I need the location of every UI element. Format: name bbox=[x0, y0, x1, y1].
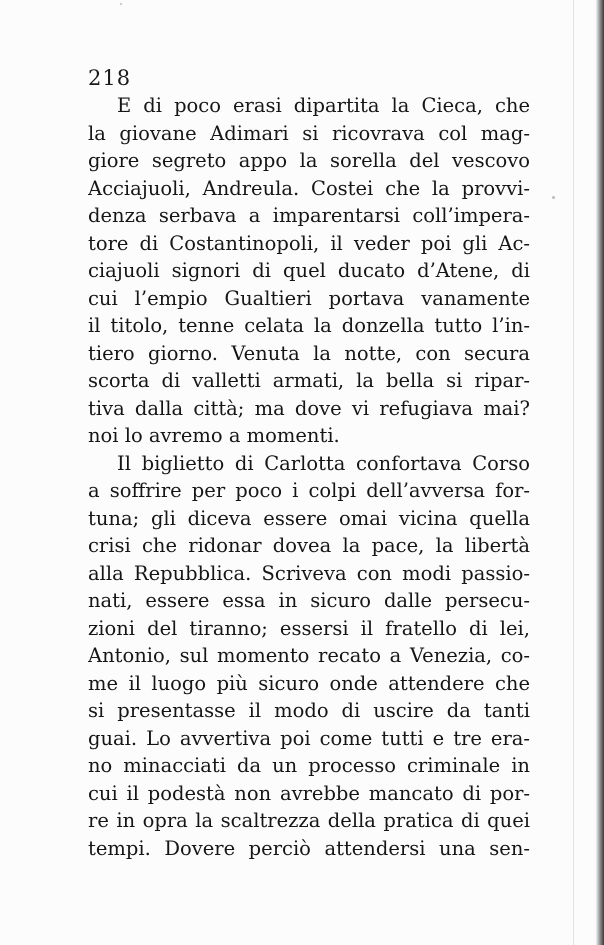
text-line: si presentasse il modo di uscire da tanti bbox=[88, 699, 530, 722]
text-line: tuna; gli diceva essere omai vicina quella bbox=[88, 506, 530, 530]
paper-speck bbox=[552, 196, 555, 199]
text-line: giore segreto appo la sorella del vescovo bbox=[88, 149, 530, 172]
text-line: tempi. Dovere perciò attendersi una sen- bbox=[88, 836, 530, 860]
text-line: Antonio, sul momento recato a Venezia, co- bbox=[88, 644, 530, 667]
text-line: la giovane Adimari si ricovrava col mag- bbox=[88, 121, 530, 145]
text-line: a soffrire per poco i colpi dell’avversa for- bbox=[88, 479, 530, 502]
text-line: alla Repubblica. Scriveva con modi passio- bbox=[88, 561, 530, 585]
text-line: ciajuoli signori di quel ducato d’Atene, di bbox=[88, 259, 530, 282]
binding-shadow bbox=[596, 0, 604, 945]
text-line: cui il podestà non avrebbe mancato di por- bbox=[88, 781, 530, 805]
text-line: tore di Costantinopoli, il veder poi gli Ac- bbox=[88, 231, 530, 255]
text-line: Il biglietto di Carlotta confortava Corso bbox=[117, 451, 530, 475]
text-line: Acciajuoli, Andreula. Costei che la provvi- bbox=[88, 176, 530, 200]
text-line: cui l’empio Gualtieri portava vanamente bbox=[88, 286, 530, 310]
text-line: no minacciati da un processo criminale in bbox=[88, 754, 530, 777]
text-line: scorta di valletti armati, la bella si ripar- bbox=[88, 369, 530, 392]
text-line: il titolo, tenne celata la donzella tutto l’in- bbox=[88, 314, 530, 337]
text-line: nati, essere essa in sicuro dalle persecu- bbox=[88, 589, 530, 612]
text-line: guai. Lo avvertiva poi come tutti e tre era- bbox=[88, 726, 530, 750]
body-text bbox=[88, 92, 530, 862]
text-line: tiva dalla città; ma dove vi refugiava mai? bbox=[88, 396, 530, 420]
text-line: tiero giorno. Venuta la notte, con secura bbox=[88, 341, 530, 365]
page-number: 218 bbox=[88, 66, 132, 90]
page-edge-line bbox=[573, 0, 574, 945]
text-line: re in opra la scaltrezza della pratica di quei bbox=[88, 809, 530, 832]
text-line: zioni del tiranno; essersi il fratello di lei, bbox=[88, 616, 530, 640]
paper-speck bbox=[120, 3, 122, 5]
text-line: denza serbava a imparentarsi coll’impera- bbox=[88, 204, 530, 227]
text-line: me il luogo più sicuro onde attendere che bbox=[88, 671, 530, 695]
text-line: noi lo avremo a momenti. bbox=[88, 424, 340, 447]
text-line: E di poco erasi dipartita la Cieca, che bbox=[117, 94, 530, 117]
text-line: crisi che ridonar dovea la pace, la libertà bbox=[88, 534, 530, 557]
